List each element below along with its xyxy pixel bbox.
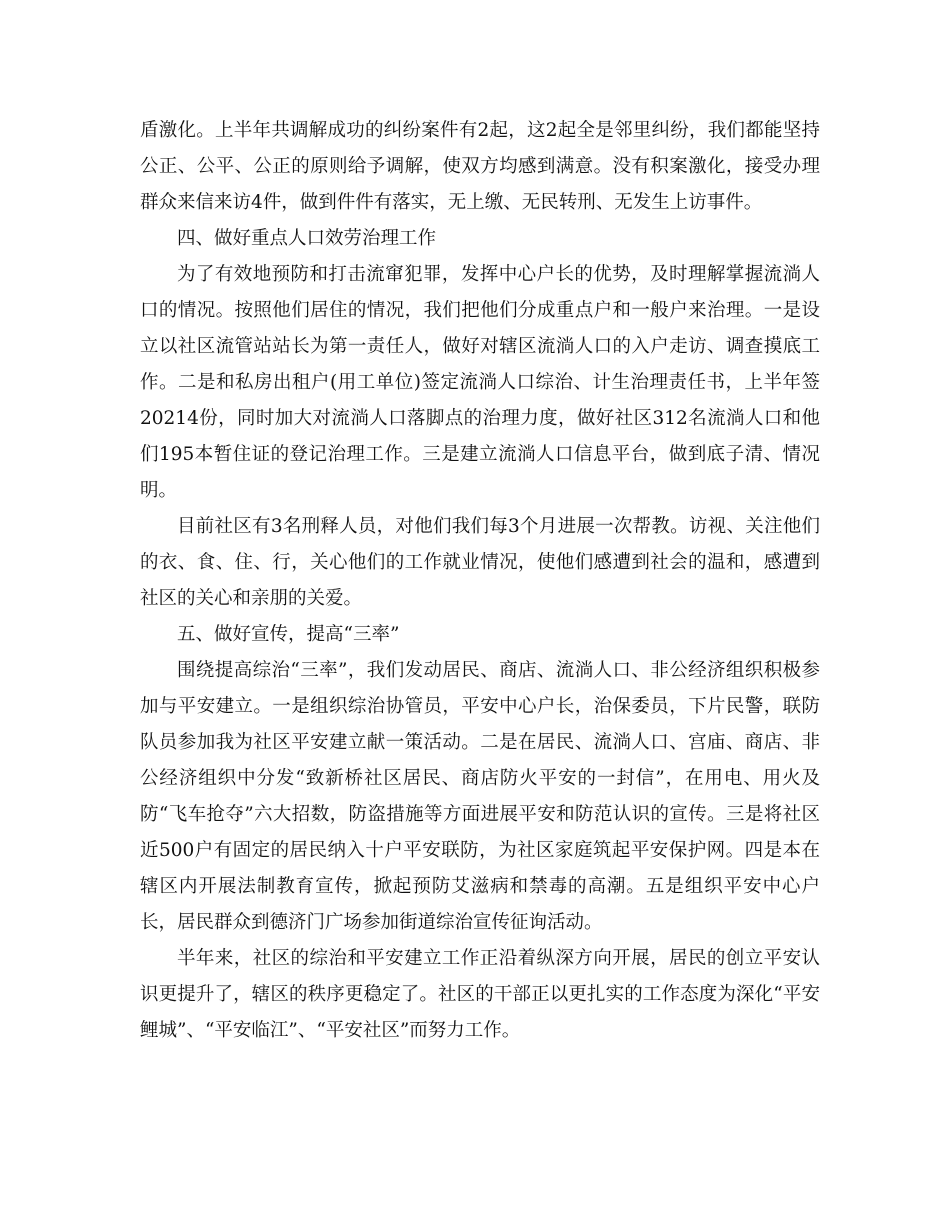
paragraph-dispute-mediation: 盾激化。上半年共调解成功的纠纷案件有2起，这2起全是邻里纠纷，我们都能坚持公正、公平、公正的原则给予调解，使双方均感到满意。没有积案激化，接受办理群众来信来访4件，做到件件有落实，无上缴、无民转刑、无发生上访事件。 [140,120,820,213]
paragraph-publicity-activities: 围绕提高综治“三率”，我们发动居民、商店、流淌人口、非公经济组织积极参加与平安建立。一是组织综治协管员，平安中心户长，治保委员，下片民警，联防队员参加我为社区平安建立献一策活动。二是在居民、流淌人口、宫庙、商店、非公经济组织中分发“致新桥社区居民、商店防火平安的一封信”，在用电、用火及防“飞车抢夺”六大招数，防盗措施等方面进展平安和防范认识的宣传。三是将社区近500户有固定的居民纳入十户平安联防，为社区家庭筑起平安保护网。四是本在辖区内开展法制教育宣传，掀起预防艾滋病和禁毒的高潮。五是组织平安中心户长，居民群众到德济门广场参加街道综治宣传征询活动。 [140,660,820,933]
document-body [140,113,820,1049]
section-heading-publicity: 五、做好宣传，提高“三率” [177,624,400,645]
paragraph-half-year-summary: 半年来，社区的综治和平安建立工作正沿着纵深方向开展，居民的创立平安认识更提升了，辖区的秩序更稳定了。社区的干部正以更扎实的工作态度为深化“平安鲤城”、“平安临江”、“平安社区”而努力工作。 [140,948,820,1041]
paragraph-floating-population: 为了有效地预防和打击流窜犯罪，发挥中心户长的优势，及时理解掌握流淌人口的情况。按照他们居住的情况，我们把他们分成重点户和一般户来治理。一是设立以社区流管站站长为第一责任人，做好对辖区流淌人口的入户走访、调查摸底工作。二是和私房出租户(用工单位)签定流淌人口综治、计生治理责任书，上半年签20214份，同时加大对流淌人口落脚点的治理力度，做好社区312名流淌人口和他们195本暂住证的登记治理工作。三是建立流淌人口信息平台，做到底子清、情况明。 [140,264,820,501]
section-heading-key-population: 四、做好重点人口效劳治理工作 [177,228,437,249]
paragraph-released-prisoners: 目前社区有3名刑释人员，对他们我们每3个月进展一次帮教。访视、关注他们的衣、食、住、行，关心他们的工作就业情况，使他们感遭到社会的温和，感遭到社区的关心和亲朋的关爱。 [140,516,820,609]
